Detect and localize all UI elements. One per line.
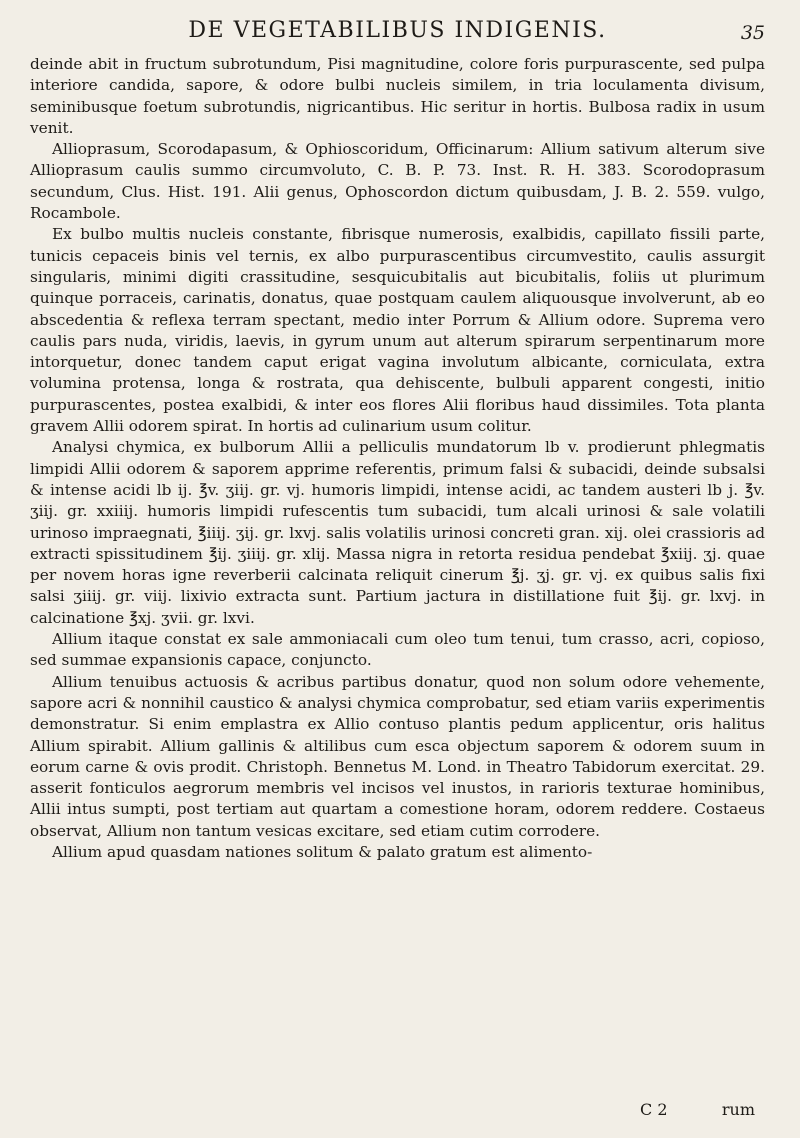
page-footer bbox=[30, 1098, 765, 1124]
paragraph-allioprasum-names: Allioprasum, Scorodapasum, & Ophioscoridum, Officinarum: Allium sativum alterum sive Allioprasum caulis summo circumvoluto, C. B. P. 73. Inst. R. H. 383. Scorodoprasum secundum, Clus. Hist. 191. Alii genus, Ophoscordon dictum quibusdam, J. B. 2. 559. vulgo, Rocambole. bbox=[30, 140, 765, 223]
paragraph-alimentum: Allium apud quasdam nationes solitum & palato gratum est alimento- bbox=[52, 842, 593, 861]
paragraph-plant-description: Ex bulbo multis nucleis constante, fibrisque numerosis, exalbidis, capillato fissili parte, tunicis cepaceis binis vel ternis, ex albo purpurascentibus circumvestito, caulis assurgit singularis, minimi digiti crassitudine, sesquicubitalis aut bicubitalis, foliis ut plurimum quinque porraceis, carinatis, donatus, quae postquam caulem aliquousque involverunt, ab eo abscedentia & reflexa terram spectant, medio inter Porrum & Allium odore. Suprema vero caulis pars nuda, viridis, laevis, in gyrum unum aut alterum spirarum serpentinarum more intorquetur, donec tandem caput erigat vagina involutum albicante, corniculata, extra volumina protensa, longa & rostrata, qua dehiscente, bulbuli apparent congesti, initio purpurascentes, postea exalbidi, & inter eos flores Alii floribus haud dissimiles. Tota planta gravem Allii odorem spirat. In hortis ad culinarium usum colitur. bbox=[30, 225, 765, 436]
paragraph-properties: Allium tenuibus actuosis & acribus partibus donatur, quod non solum odore vehemente, sapore acri & nonnihil caustico & analysi chymica comprobatur, sed etiam variis experimentis demonstratur. Si enim emplastra ex Allio contuso plantis pedum applicentur, oris halitus Allium spirabit. Allium gallinis & altilibus cum esca objectum saporem & odorem suum in eorum carne & ovis prodit. Christoph. Bennetus M. Lond. in Theatro Tabidorum exercitat. 29. asserit fonticulos aegrorum membris vel incisos vel inustos, in rarioris texturae hominibus, Allii intus sumpti, post tertiam aut quartam a comestione horam, odorem reddere. Costaeus observat, Allium non tantum vesicas excitare, sed etiam cutim corrodere. bbox=[30, 672, 765, 840]
page-header bbox=[30, 14, 765, 54]
book-page bbox=[30, 14, 765, 1124]
paragraph-fruit-description: deinde abit in fructum subrotundum, Pisi magnitudine, colore foris purpurascente, sed pulpa interiore candida, sapore, & odore bulbi nucleis similem, in tria loculamenta divisum, seminibusque foetum subrotundis, nigricantibus. Hic seritur in hortis. Bulbosa radix in usum venit. bbox=[30, 55, 765, 137]
running-head: DE VEGETABILIBUS INDIGENIS. bbox=[188, 18, 607, 43]
signature-mark: C 2 bbox=[640, 1100, 668, 1119]
paragraph-chymical-analysis: Analysi chymica, ex bulborum Allii a pelliculis mundatorum lb v. prodierunt phlegmatis limpidi Allii odorem & saporem apprime referentis, primum falsi & subacidi, deinde subsalsi & intense acidi lb ij. ℥v. ʒiij. gr. vj. humoris limpidi, intense acidi, ac tandem austeri lb j. ℥v. ʒiij. gr. xxiiij. humoris limpidi rufescentis tum subacidi, tum alcali urinosi & sale volatili urinoso impraegnati, ℥iiij. ʒij. gr. lxvj. salis volatilis urinosi concreti gran. xij. olei crassioris ad extracti spissitudinem ℥ij. ʒiiij. gr. xlij. Massa nigra in retorta residua pendebat ℥xiij. ʒj. quae per novem horas igne reverberii calcinata reliquit cinerum ℥j. ʒj. gr. vj. ex quibus salis fixi salsi ʒiiij. gr. viij. lixivio extracta sunt. Partium jactura in distillatione fuit ℥ij. gr. lxvj. in calcinatione ℥xj. ʒvii. gr. lxvi. bbox=[30, 438, 765, 627]
catchword: rum bbox=[721, 1100, 755, 1119]
paragraph-composition: Allium itaque constat ex sale ammoniacali cum oleo tum tenui, tum crasso, acri, copioso, sed summae expansionis capace, conjuncto. bbox=[30, 630, 765, 670]
body-text bbox=[30, 54, 765, 863]
page-number: 35 bbox=[740, 22, 765, 44]
